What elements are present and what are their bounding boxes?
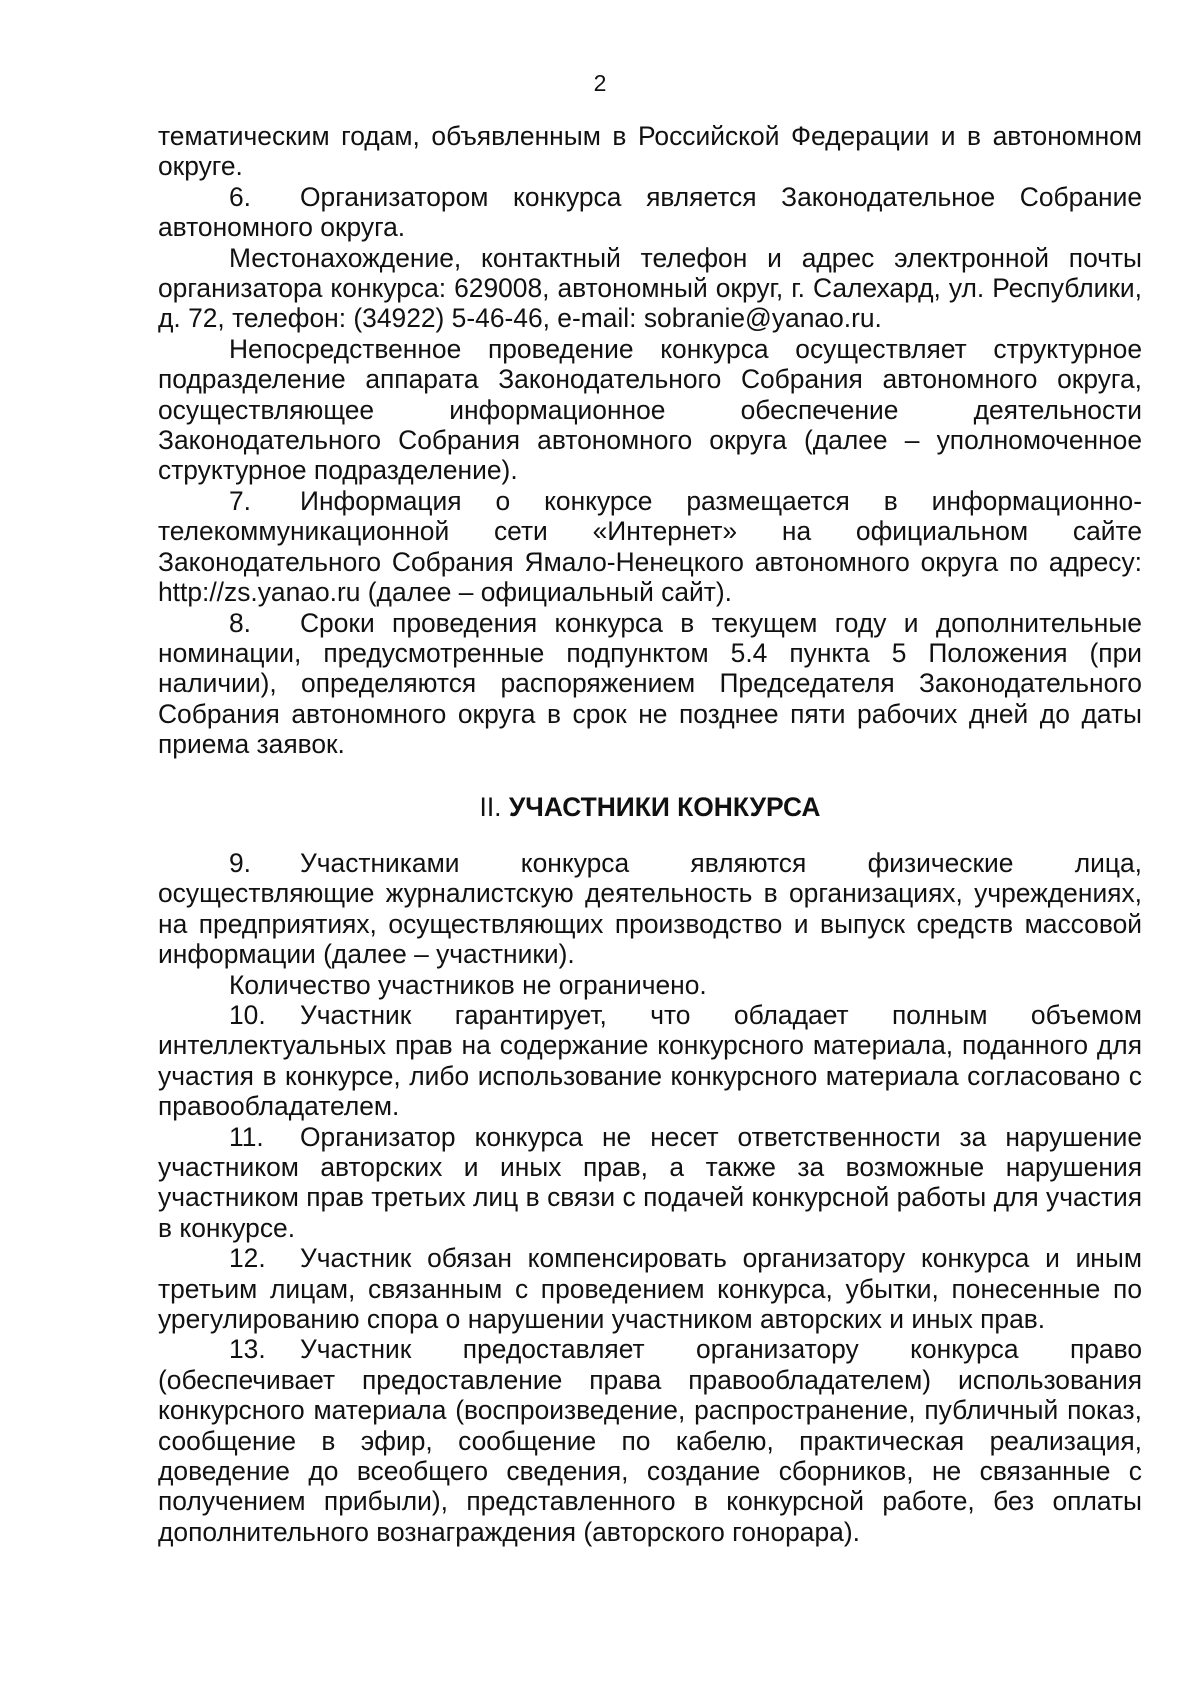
paragraph-count [158,970,1142,1000]
paragraph-number: 12. [229,1243,266,1274]
paragraph-text: Непосредственное проведение конкурса осуществляет структурное подразделение аппарата Законодательного Собрания автономного округа, осуществляющее информационное обеспечение деятельности Законодательного Собрания автономного округа (далее – уполномоченное структурное подразделение). [158,333,1142,486]
paragraph-10 [158,1000,1142,1122]
paragraph-8 [158,608,1142,760]
paragraph-6 [158,182,1142,243]
paragraph-text: Информация о конкурсе размещается в информационно-телекоммуникационной сети «Интернет» на официальном сайте Законодательного Собрания Ямало-Ненецкого автономного округа по адресу: http://zs.yanao.ru (далее – официальный сайт). [158,485,1142,608]
paragraph-text: Участник предоставляет организатору конкурса право (обеспечивает предоставление права правообладателем) использования конкурсного материала (воспроизведение, распространение, публичный показ, сообщение в эфир, сообщение по кабелю, практическая реализация, доведение до всеобщего сведения, создание сборников, не связанные с получением прибыли), представленного в конкурсной работе, без оплаты дополнительного вознаграждения (авторского гонорара). [158,1334,1142,1547]
paragraph-text: Участник обязан компенсировать организатору конкурса и иным третьим лицам, связанным с проведением конкурса, убытки, понесенные по урегулированию спора о нарушении участником авторских и иных прав. [158,1243,1142,1335]
paragraph-number: 6. [229,181,252,212]
paragraph-number: 9. [229,847,252,878]
paragraph-number: 8. [229,607,252,638]
page-number: 2 [593,70,607,96]
document-body [158,121,1142,1547]
paragraph-text: Участниками конкурса являются физические лица, осуществляющие журналистскую деятельность в организациях, учреждениях, на предприятиях, осуществляющих производство и выпуск средств массовой информации (далее – участники). [158,847,1142,970]
paragraph-number: 7. [229,485,252,516]
paragraph-7 [158,486,1142,608]
paragraph-9 [158,848,1142,970]
paragraph-continuation [158,121,1142,182]
paragraph-number: 11. [229,1121,264,1152]
paragraph-location [158,243,1142,334]
paragraph-text: Сроки проведения конкурса в текущем году и дополнительные номинации, предусмотренные подпунктом 5.4 пункта 5 Положения (при наличии), определяются распоряжением Председателя Законодательного Собрания автономного округа в срок не позднее пяти рабочих дней до даты приема заявок. [158,607,1142,760]
paragraph-text: Количество участников не ограничено. [229,969,707,1000]
paragraph-text: Организатором конкурса является Законодательное Собрание автономного округа. [158,181,1142,243]
paragraph-text: Местонахождение, контактный телефон и адрес электронной почты организатора конкурса: 629008, автономный округ, г. Салехард, ул. Республики, д. 72, телефон: (34922) 5-46-46, e-mail: sobranie@yanao.ru. [158,242,1142,334]
paragraph-text: Участник гарантирует, что обладает полным объемом интеллектуальных прав на содержание конкурсного материала, поданного для участия в конкурсе, либо использование конкурсного материала согласовано с правообладателем. [158,999,1142,1122]
paragraph-number: 10. [229,999,266,1030]
paragraph-department [158,334,1142,486]
section-number: II. [479,791,502,822]
paragraph-13 [158,1334,1142,1547]
paragraph-11 [158,1122,1142,1244]
paragraph-number: 13. [229,1334,266,1365]
section-heading [158,792,1142,822]
paragraph-text: тематическим годам, объявленным в Российской Федерации и в автономном округе. [158,121,1142,182]
paragraph-12 [158,1243,1142,1334]
paragraph-text: Организатор конкурса не несет ответственности за нарушение участником авторских и иных прав, а также за возможные нарушения участником прав третьих лиц в связи с подачей конкурсной работы для участия в конкурсе. [158,1121,1142,1243]
section-title: УЧАСТНИКИ КОНКУРСА [508,791,821,822]
